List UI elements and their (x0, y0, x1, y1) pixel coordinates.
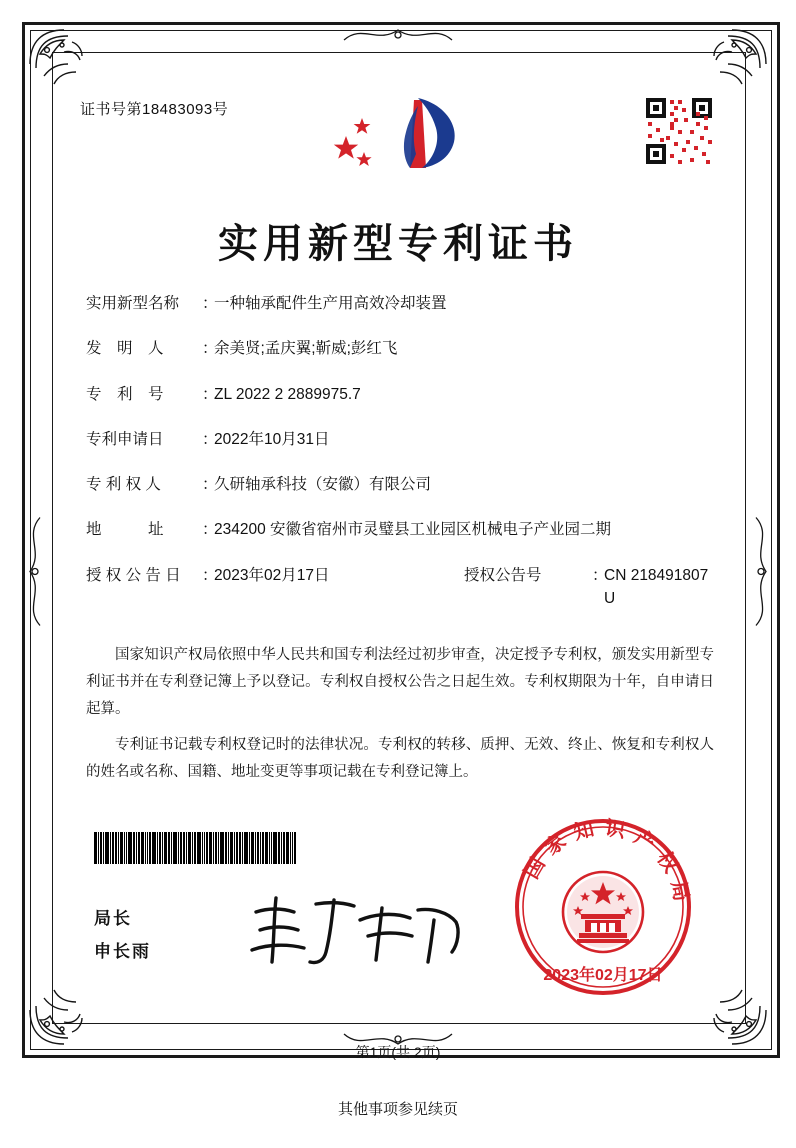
director-title-label: 局长 (94, 909, 132, 928)
field-row-address (86, 518, 714, 541)
field-label: 专 利 权 人 (86, 476, 161, 493)
field-colon: ： (202, 295, 218, 312)
field-row-patent-number (86, 383, 714, 406)
field-label: 发 明 人 (86, 340, 164, 358)
field-value: 2023年02月17日 (214, 566, 330, 584)
field-list (86, 292, 714, 632)
page-number: 第1页(共 2页) (355, 1044, 441, 1060)
field-label: 专利申请日 (86, 430, 164, 448)
field-colon: ： (202, 340, 218, 358)
qr-code-icon (644, 96, 714, 166)
legal-paragraph-2: 专利证书记载专利权登记时的法律状况。专利权的转移、质押、无效、终止、恢复和专利权人的姓名或名称、国籍、地址变更等事项记载在专利登记簿上。 (86, 737, 714, 781)
field-value: 久研轴承科技（安徽）有限公司 (214, 476, 432, 493)
field-row-application-date (86, 428, 714, 451)
legal-paragraph-1: 国家知识产权局依照中华人民共和国专利法经过初步审查，决定授予专利权，颁发实用新型专利证书并在专利登记簿上予以登记。专利权自授权公告之日起生效。专利权期限为十年，自申请日起算。 (86, 647, 714, 717)
field-label: 专 利 号 (86, 385, 164, 403)
legal-text (86, 642, 714, 796)
field-label-secondary: 授权公告号 (464, 566, 542, 584)
field-row-utility-model-name (86, 292, 714, 315)
field-colon: ： (202, 385, 218, 403)
field-value: 2022年10月31日 (214, 430, 330, 448)
field-colon: ： (202, 476, 218, 493)
field-row-patentee (86, 473, 714, 496)
field-value: 一种轴承配件生产用高效冷却装置 (214, 295, 447, 312)
field-row-grant-announcement (86, 564, 714, 611)
field-row-inventors (86, 337, 714, 360)
field-value: 余美贤;孟庆翼;靳威;彭红飞 (214, 340, 398, 358)
field-colon: ： (592, 566, 608, 584)
field-label: 实用新型名称 (86, 295, 180, 312)
handwritten-signature-icon (242, 890, 472, 976)
field-colon: ： (202, 521, 218, 539)
certificate-content (52, 52, 744, 1022)
signature-block (94, 904, 151, 962)
field-value: ZL 2022 2 2889975.7 (214, 385, 361, 403)
field-value: 234200 安徽省宿州市灵璧县工业园区机械电子产业园二期 (214, 521, 612, 539)
certificate-number: 证书号第18483093号 (80, 101, 229, 118)
field-value-secondary: CN 218491807 U (604, 566, 709, 607)
official-red-seal-icon (508, 812, 698, 1002)
svg-text:国 家 知 识 产 权 局: 国 家 知 识 产 权 局 (520, 817, 693, 906)
footer-note: 其他事项参见续页 (337, 1102, 458, 1118)
barcode-icon (94, 832, 304, 864)
field-colon: ： (202, 430, 218, 448)
director-name: 申长雨 (94, 942, 151, 961)
seal-date: 2023年02月17日 (543, 967, 663, 984)
field-label: 地 址 (86, 521, 164, 539)
field-label: 授 权 公 告 日 (86, 566, 181, 584)
cnipa-logo-icon (318, 90, 478, 182)
page-title: 实用新型专利证书 (218, 221, 578, 266)
field-colon: ： (202, 566, 218, 584)
